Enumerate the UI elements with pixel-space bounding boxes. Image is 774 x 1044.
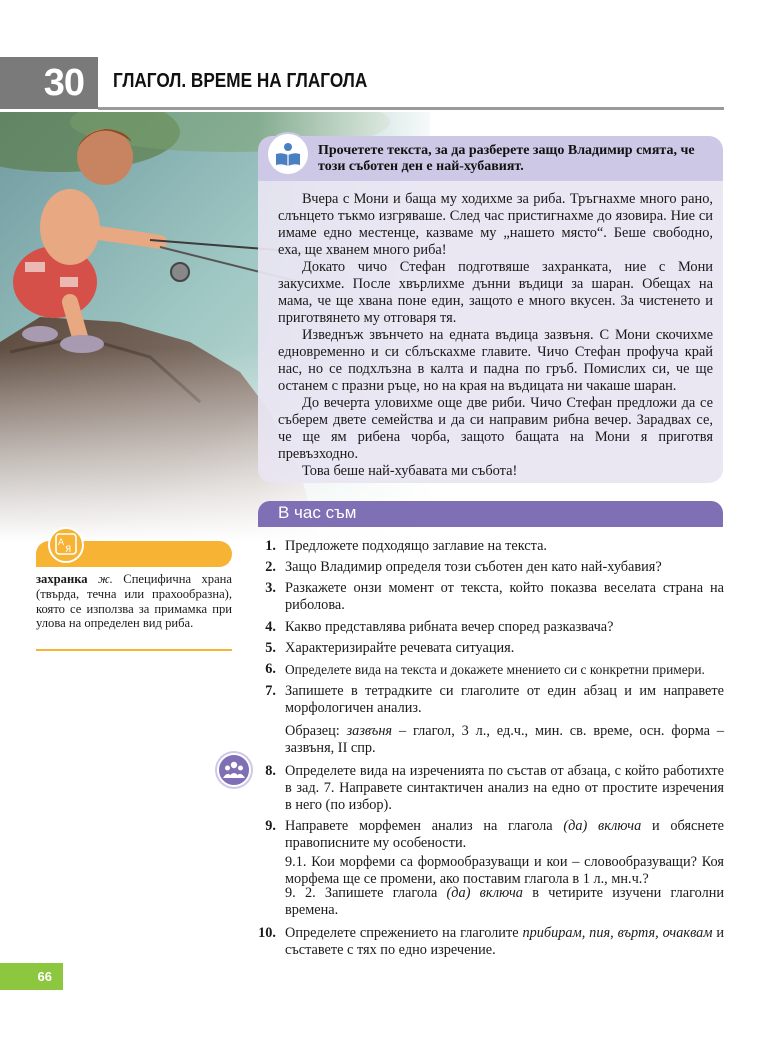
- reading-prompt: Прочетете текста, за да разберете защо Владимир смята, че този съботен ден е най-хубавият.: [318, 143, 695, 174]
- question-item: [254, 640, 724, 657]
- question-text-part: и обяснете правописните му особености.: [285, 818, 724, 851]
- question-text-italic: (да) включа: [563, 818, 642, 834]
- sample-word: зазвъня: [346, 723, 393, 739]
- book-reader-icon: [268, 134, 308, 174]
- subtask-text: 9. 2. Запишете глагола: [285, 885, 438, 901]
- question-text: Определете вида на изреченията по състав от абзаца, с който работихте в зад. 7. Направете синтактичен анализ на едно от простите изречения в него (по избор).: [285, 763, 724, 813]
- question-number: 5.: [265, 640, 276, 656]
- section-underline: [258, 525, 723, 527]
- subtask-9-1: 9.1. Кои морфеми са формообразуващи и кои – словообразуващи? Коя морфема ще се промени, ако поставим глагола в 1 л., мн.ч.?: [285, 854, 724, 887]
- lesson-number: 30: [0, 57, 98, 109]
- svg-text:А: А: [58, 538, 65, 548]
- question-item: [254, 661, 724, 678]
- question-text-part: и съставете с тях по едно изречение.: [285, 925, 725, 958]
- question-text: Разкажете онзи момент от текста, който показва веселата страна на риболова.: [285, 580, 724, 613]
- question-text: [285, 818, 724, 852]
- subtask-9-2: [285, 885, 724, 919]
- question-item: [254, 925, 724, 959]
- question-item: [254, 559, 724, 576]
- question-text: Определете вида на текста и докажете мнението си с конкретни примери.: [285, 662, 705, 677]
- question-number: 6.: [265, 661, 276, 677]
- question-number: 4.: [265, 619, 276, 635]
- reading-paragraph: Вчера с Мони и баща му ходихме за риба. Тръгнахме много рано, слънцето тъкмо изгряваше. След час пристигнахме до язовира. Ние си имаме едно местенце, казваме му „нашето място“. Беше свободно, еха, ще хванем много риба!: [278, 191, 713, 258]
- glossary-divider: [36, 649, 232, 651]
- question-item: [254, 538, 724, 555]
- section-header: [258, 501, 723, 525]
- subtask-italic: (да) включа: [446, 885, 523, 901]
- question-text: Защо Владимир определя този съботен ден като най-хубавия?: [285, 559, 662, 575]
- glossary-term: захранка: [36, 572, 88, 586]
- sample-analysis: [285, 723, 724, 757]
- question-text: Характеризирайте речевата ситуация.: [285, 640, 515, 656]
- question-text: Предложете подходящо заглавие на текста.: [285, 538, 547, 554]
- dictionary-icon: [48, 527, 84, 563]
- reading-text: [258, 181, 723, 483]
- question-number: 7.: [265, 683, 276, 699]
- glossary-definition: Специфична храна (твърда, течна или прахообразна), която се използва за примамка при улова на определен вид риба.: [36, 572, 232, 631]
- title-divider: [98, 107, 724, 110]
- section-title: В час съм: [278, 503, 357, 522]
- question-number: 9.: [265, 818, 276, 834]
- question-item: [254, 763, 724, 814]
- reading-paragraph: Това беше най-хубавата ми събота!: [302, 463, 518, 479]
- question-number: 3.: [265, 580, 276, 596]
- glossary-entry: [36, 572, 232, 631]
- question-text-part: Определете спрежението на глаголите: [285, 925, 519, 941]
- question-number: 10.: [258, 925, 276, 941]
- question-item: [254, 580, 724, 614]
- question-number: 1.: [265, 538, 276, 554]
- question-text-italic: прибирам, пия, въртя, очаквам: [522, 925, 713, 941]
- svg-text:Я: Я: [65, 545, 72, 555]
- question-text-part: Направете морфемен анализ на глагола: [285, 818, 553, 834]
- question-number: 2.: [265, 559, 276, 575]
- reading-paragraph: Изведнъж звънчето на едната въдица зазвъня. С Мони скочихме едновременно и си сблъскахме главите. Чичо Стефан профуча край нас, но се подхлъзна в калта и падна по гръб. Помислих си, че ще останем с празни ръце, но на края на въдицата ни чакаше шаран.: [278, 327, 713, 394]
- question-item: [254, 619, 724, 636]
- question-item: [254, 818, 724, 852]
- sample-label: Образец:: [285, 723, 340, 739]
- question-text: [285, 925, 724, 959]
- reading-paragraph: Докато чичо Стефан подготвяше захранката, ние с Мони закусихме. После хвърлихме дънни въдици за шаран. Обещах на мама, че ще хвана поне един, защото е много вкусен. За чистенето и приготвянето му отговаря тя.: [278, 259, 713, 326]
- sample-analysis-text: – глагол, 3 л., ед.ч., мин. св. време, осн. форма – зазвъня, II спр.: [285, 723, 724, 756]
- group-work-icon: [217, 753, 251, 787]
- page-number: 66: [0, 963, 63, 990]
- question-number: 8.: [265, 763, 276, 779]
- glossary-gender: ж.: [98, 572, 113, 586]
- lesson-title: ГЛАГОЛ. ВРЕМЕ НА ГЛАГОЛА: [113, 70, 368, 92]
- question-text: Запишете в тетрадките си глаголите от един абзац и им направете морфологичен анализ.: [285, 683, 724, 716]
- subtask-text: в четирите изучени глаголни времена.: [285, 885, 725, 918]
- question-item: [254, 683, 724, 717]
- reading-paragraph: До вечерта уловихме още две риби. Чичо Стефан предложи да се съберем двете семейства и да си направим рибна вечер. Зарадвах се, че ще ям рибена чорба, защото бащата на Мони я приготвя превъзходно.: [278, 395, 713, 462]
- question-text: Какво представлява рибната вечер според разказвача?: [285, 619, 614, 635]
